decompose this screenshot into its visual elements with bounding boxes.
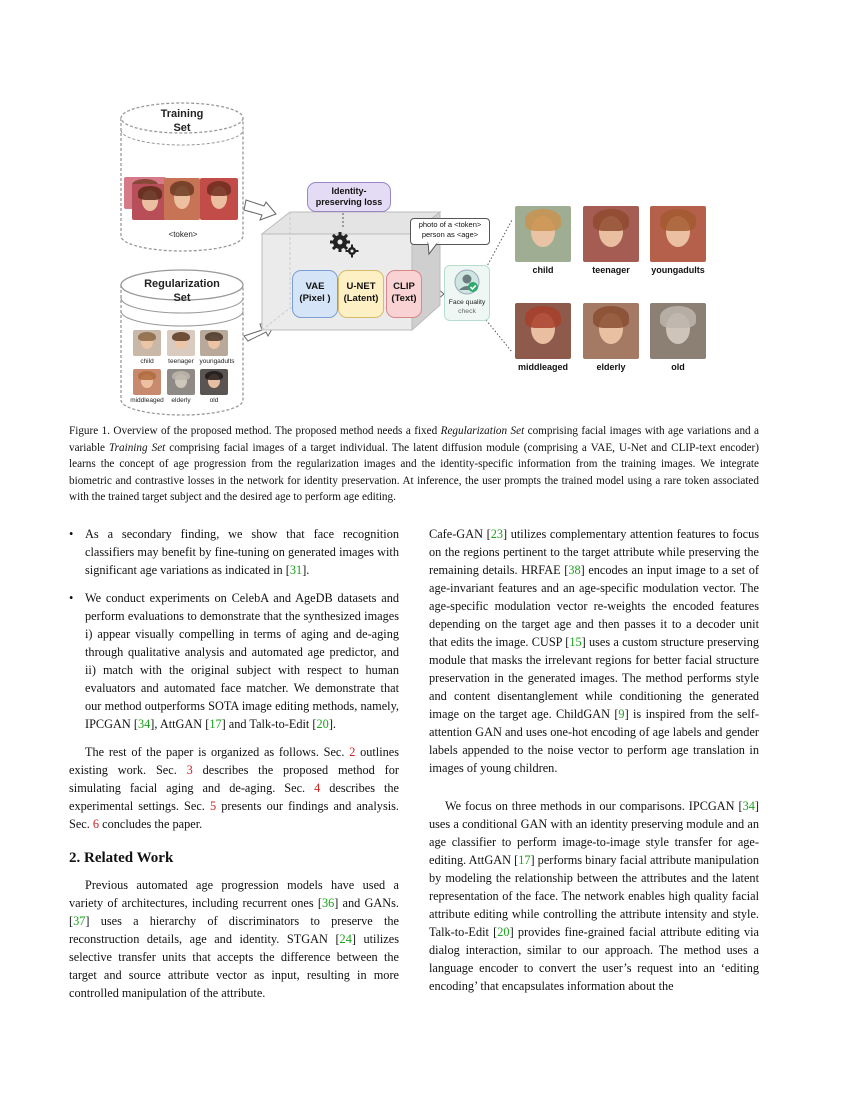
text-run: ] utilizes complementary attention features to focus on the regions pertinent to the target attribute while preserving the remaining details. HRFAE [ — [429, 527, 759, 577]
citation-link[interactable]: 9 — [618, 707, 625, 721]
reg-image-elderly — [167, 369, 195, 395]
citation-link[interactable]: 17 — [518, 853, 531, 867]
output-label-teenager: teenager — [592, 265, 630, 275]
text-run: We focus on three methods in our comparisons. IPCGAN [ — [445, 799, 743, 813]
reg-image-old — [200, 369, 228, 395]
section-link[interactable]: 4 — [314, 781, 321, 795]
clip-line1: CLIP — [393, 281, 415, 292]
citation-link[interactable]: 36 — [321, 896, 335, 910]
text-run: ] encodes an input image to a set of age-invariant features and an age-specific modulation vector. The age-specific modulation vector re-weights the encoded features depending on the target age and then passes it to a decoder unit that edits the image. CUSP [ — [429, 563, 759, 649]
paper-organization-paragraph — [69, 743, 399, 833]
training-title-line2: Set — [173, 122, 191, 134]
gear-icon — [328, 230, 360, 258]
clip-module — [386, 270, 422, 318]
citation-link[interactable]: 31 — [289, 563, 303, 577]
text-run: ] and GANs. [ — [69, 896, 400, 928]
citation-link[interactable]: 23 — [490, 527, 503, 541]
identity-loss-line2: preserving loss — [315, 197, 383, 207]
bullet-icon: • — [69, 527, 74, 541]
citation-link[interactable]: 20 — [497, 925, 510, 939]
text-run: ]. — [328, 717, 336, 731]
text-run: Cafe-GAN [ — [429, 527, 491, 541]
caption-emphasis: Regularization Set — [440, 425, 525, 437]
output-image-old — [650, 303, 706, 359]
vae-module — [292, 270, 338, 318]
training-image-2 — [132, 184, 168, 220]
caption-part: Figure 1. Overview of the proposed method. The proposed method needs a fixed — [69, 425, 441, 437]
method-overview-figure — [0, 0, 850, 420]
bullet-experiments — [69, 589, 399, 733]
reg-label-old: old — [209, 397, 219, 404]
text-run: concludes the paper. — [99, 817, 203, 831]
caption-part: comprising facial images with age variations and a variable — [69, 425, 760, 454]
vae-line1: VAE — [305, 281, 325, 292]
related-work-paragraph — [69, 876, 399, 1002]
reg-image-child — [133, 330, 161, 356]
section-link[interactable]: 3 — [186, 763, 193, 777]
citation-link[interactable]: 24 — [339, 932, 352, 946]
citation-link[interactable]: 34 — [137, 717, 151, 731]
left-column — [69, 525, 399, 1002]
citation-link[interactable]: 15 — [569, 635, 582, 649]
training-arrow — [244, 200, 276, 220]
reg-label-youngadults: youngadults — [199, 358, 235, 365]
figure-drawing — [0, 0, 850, 420]
citation-link[interactable]: 17 — [209, 717, 222, 731]
text-run: ] is inspired from the self-attention GAN and uses one-hot encoding of age labels and gender labels appended to the noise vector to perform age translation in images of young children. — [429, 707, 759, 775]
identity-loss-line1: Identity- — [331, 186, 367, 196]
text-run: Previous automated age progression models have used a variety of architectures, including recurrent ones [ — [69, 878, 399, 910]
right-column — [429, 525, 759, 995]
text-run: presents our findings and analysis. Sec. — [69, 799, 400, 831]
text-run: ] utilizes selective transfer units that accepts the difference between the target and source attribute vector as input, resulting in more controlled manipulation of the attribute. — [69, 932, 399, 1000]
text-run: ] provides fine-grained facial attribute editing via dialog interaction, similar to our approach. The method uses a language encoder to convert the user’s request into an ‘editing encoding’ that encapsulates information about the — [429, 925, 759, 993]
unet-module — [338, 270, 384, 318]
training-title-line1: Training — [160, 108, 204, 120]
training-image-4 — [200, 178, 238, 220]
prompt-bubble — [410, 218, 490, 245]
citation-link[interactable]: 20 — [316, 717, 329, 731]
output-image-teenager — [583, 206, 639, 262]
identity-loss-box — [307, 182, 391, 212]
face-quality-line1: Face quality — [448, 299, 486, 306]
regularization-title-line2: Set — [173, 292, 191, 304]
reg-image-youngadults — [200, 330, 228, 356]
prompt-line1: photo of a <token> — [418, 220, 482, 229]
section-link[interactable]: 5 — [209, 799, 217, 813]
output-label-middleaged: middleaged — [517, 362, 568, 372]
clip-line2: (Text) — [391, 293, 417, 304]
output-image-middleaged — [515, 303, 571, 359]
bullet-icon: • — [69, 591, 74, 605]
section-link[interactable]: 6 — [92, 817, 100, 831]
unet-line2: (Latent) — [343, 293, 379, 304]
output-label-child: child — [532, 265, 554, 275]
reg-label-child: child — [140, 358, 154, 365]
text-run: ] uses a hierarchy of discriminators to preserve the reconstruction details, age and identity. STGAN [ — [69, 914, 399, 946]
citation-link[interactable]: 37 — [73, 914, 86, 928]
bubble-tail — [426, 242, 440, 256]
text-run: ] and Talk-to-Edit [ — [221, 717, 317, 731]
output-image-child — [515, 206, 571, 262]
text-run: ], AttGAN [ — [150, 717, 210, 731]
reg-image-teenager — [167, 330, 195, 356]
caption-emphasis: Training Set — [109, 441, 166, 454]
section-heading-related-work: 2. Related Work — [69, 850, 174, 866]
regularization-title-line1: Regularization — [144, 278, 220, 290]
comparison-methods-paragraph — [429, 797, 759, 995]
text-run: describes the proposed method for simulating facial aging and de-aging. Sec. — [69, 763, 399, 795]
output-image-youngadults — [650, 206, 706, 262]
related-methods-paragraph — [429, 525, 759, 777]
training-set-title — [140, 107, 224, 135]
token-label: <token> — [168, 230, 198, 239]
prompt-line2: person as <age> — [421, 230, 479, 239]
text-run: ]. — [302, 563, 310, 577]
face-quality-box — [444, 265, 490, 321]
unet-line1: U-NET — [346, 281, 376, 292]
text-run: We conduct experiments on CelebA and AgeDB datasets and perform evaluations to demonstrate that the synthesized images i) appear visually compelling in terms of aging and de-aging through qualitative analysis and automated age predictor, and ii) match with the original subject with respect to human evaluators and automated face matcher. We demonstrate that our method outperforms SOTA image editing methods, namely, IPCGAN [ — [85, 591, 399, 731]
vae-line2: (Pixel ) — [299, 293, 331, 304]
user-check-icon — [454, 269, 480, 295]
caption-part: comprising facial images of a target individual. The latent diffusion module (comprising a VAE, U-Net and CLIP-text encoder) learns the concept of age progression from the regularization images and the identity-specific information from the training images. We integrate biometric and contrastive losses in the network for identity preservation. At inference, the user prompts the trained model using a rare token associated with the trained target subject and the desired age to perform age editing. — [69, 441, 760, 504]
output-label-old: old — [671, 362, 685, 372]
reg-label-middleaged: middleaged — [130, 397, 164, 404]
output-image-elderly — [583, 303, 639, 359]
text-run: ] uses a conditional GAN with an identity preserving module and an age classifier to perform image-to-image style transfer for age-editing. AttGAN [ — [429, 799, 759, 867]
citation-link[interactable]: 38 — [568, 563, 581, 577]
reg-image-middleaged — [133, 369, 161, 395]
text-run: outlines existing work. Sec. — [69, 745, 400, 777]
figure-caption — [69, 423, 759, 506]
regularization-set-title — [132, 277, 232, 305]
bullet-secondary-finding — [69, 525, 399, 579]
face-quality-line2: check — [458, 307, 476, 315]
text-run: ] performs binary facial attribute manipulation by modeling the relationship between the attributes and the latent representation of the face. The network enables high quality facial attribute editing while controlling the attribute intensity and style. Talk-to-Edit [ — [429, 853, 759, 939]
text-run: describes the experimental settings. Sec. — [69, 781, 399, 813]
text-run: As a secondary finding, we show that face recognition classifiers may benefit by fine-tuning on generated images with significant age variations as indicated in [ — [85, 527, 399, 577]
text-run: The rest of the paper is organized as follows. Sec. — [85, 745, 350, 759]
output-label-youngadults: youngadults — [651, 265, 705, 275]
training-image-3 — [164, 178, 200, 220]
reg-label-teenager: teenager — [168, 358, 194, 365]
reg-label-elderly: elderly — [171, 397, 191, 404]
output-label-elderly: elderly — [596, 362, 626, 372]
section-link[interactable]: 2 — [349, 745, 356, 759]
citation-link[interactable]: 34 — [742, 799, 755, 813]
text-run: ] uses a custom structure preserving module that masks the irrelevant regions for better facial structure preservation in the generated images. The method performs style and content disentanglement while conditioning the generated image on the target age. ChildGAN [ — [429, 635, 760, 721]
